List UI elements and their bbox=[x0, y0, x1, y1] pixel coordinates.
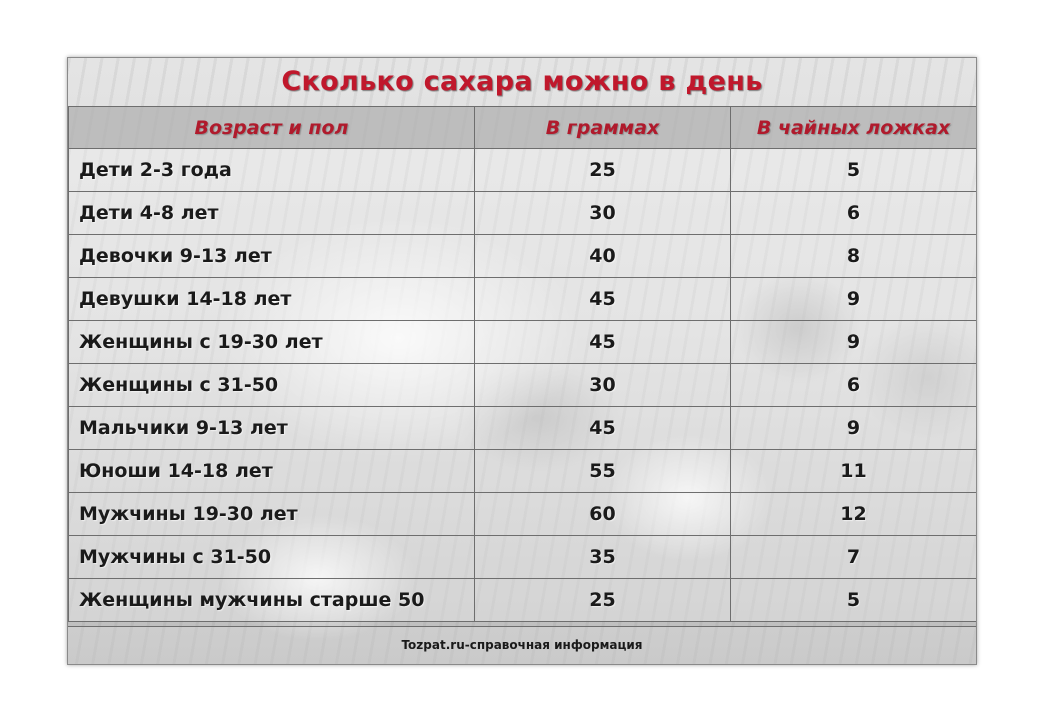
row-group: Женщины с 19-30 лет bbox=[69, 321, 475, 364]
row-group: Юноши 14-18 лет bbox=[69, 450, 475, 493]
row-grams: 45 bbox=[475, 278, 731, 321]
row-grams: 45 bbox=[475, 321, 731, 364]
row-group: Дети 4-8 лет bbox=[69, 192, 475, 235]
row-group: Мужчины с 31-50 bbox=[69, 536, 475, 579]
table-header-row bbox=[69, 107, 977, 149]
row-teaspoons: 7 bbox=[731, 536, 977, 579]
row-grams: 30 bbox=[475, 192, 731, 235]
row-group: Мужчины 19-30 лет bbox=[69, 493, 475, 536]
page-title: Сколько сахара можно в день bbox=[281, 66, 763, 97]
row-teaspoons: 6 bbox=[731, 364, 977, 407]
row-group: Девочки 9-13 лет bbox=[69, 235, 475, 278]
row-teaspoons: 9 bbox=[731, 321, 977, 364]
table-row bbox=[69, 149, 977, 192]
row-grams: 45 bbox=[475, 407, 731, 450]
table-row bbox=[69, 450, 977, 493]
row-teaspoons: 11 bbox=[731, 450, 977, 493]
table-row bbox=[69, 364, 977, 407]
table-row bbox=[69, 321, 977, 364]
row-teaspoons: 8 bbox=[731, 235, 977, 278]
row-grams: 35 bbox=[475, 536, 731, 579]
row-group: Женщины мужчины старше 50 bbox=[69, 579, 475, 622]
header-teaspoons: В чайных ложках bbox=[731, 107, 977, 149]
header-grams: В граммах bbox=[475, 107, 731, 149]
table-row bbox=[69, 536, 977, 579]
row-group: Мальчики 9-13 лет bbox=[69, 407, 475, 450]
header-age-gender: Возраст и пол bbox=[69, 107, 475, 149]
row-teaspoons: 9 bbox=[731, 278, 977, 321]
sugar-table-card bbox=[67, 57, 977, 665]
row-grams: 25 bbox=[475, 579, 731, 622]
row-grams: 55 bbox=[475, 450, 731, 493]
row-grams: 25 bbox=[475, 149, 731, 192]
row-teaspoons: 12 bbox=[731, 493, 977, 536]
row-group: Девушки 14-18 лет bbox=[69, 278, 475, 321]
row-teaspoons: 6 bbox=[731, 192, 977, 235]
row-teaspoons: 5 bbox=[731, 149, 977, 192]
table-row bbox=[69, 278, 977, 321]
row-teaspoons: 5 bbox=[731, 579, 977, 622]
table-row bbox=[69, 407, 977, 450]
row-group: Дети 2-3 года bbox=[69, 149, 475, 192]
source-footer: Tozpat.ru-справочная информация bbox=[68, 626, 976, 665]
row-grams: 30 bbox=[475, 364, 731, 407]
row-grams: 40 bbox=[475, 235, 731, 278]
row-teaspoons: 9 bbox=[731, 407, 977, 450]
table-row bbox=[69, 192, 977, 235]
table-row bbox=[69, 493, 977, 536]
sugar-table bbox=[68, 106, 977, 622]
row-grams: 60 bbox=[475, 493, 731, 536]
table-row bbox=[69, 579, 977, 622]
row-group: Женщины с 31-50 bbox=[69, 364, 475, 407]
table-row bbox=[69, 235, 977, 278]
